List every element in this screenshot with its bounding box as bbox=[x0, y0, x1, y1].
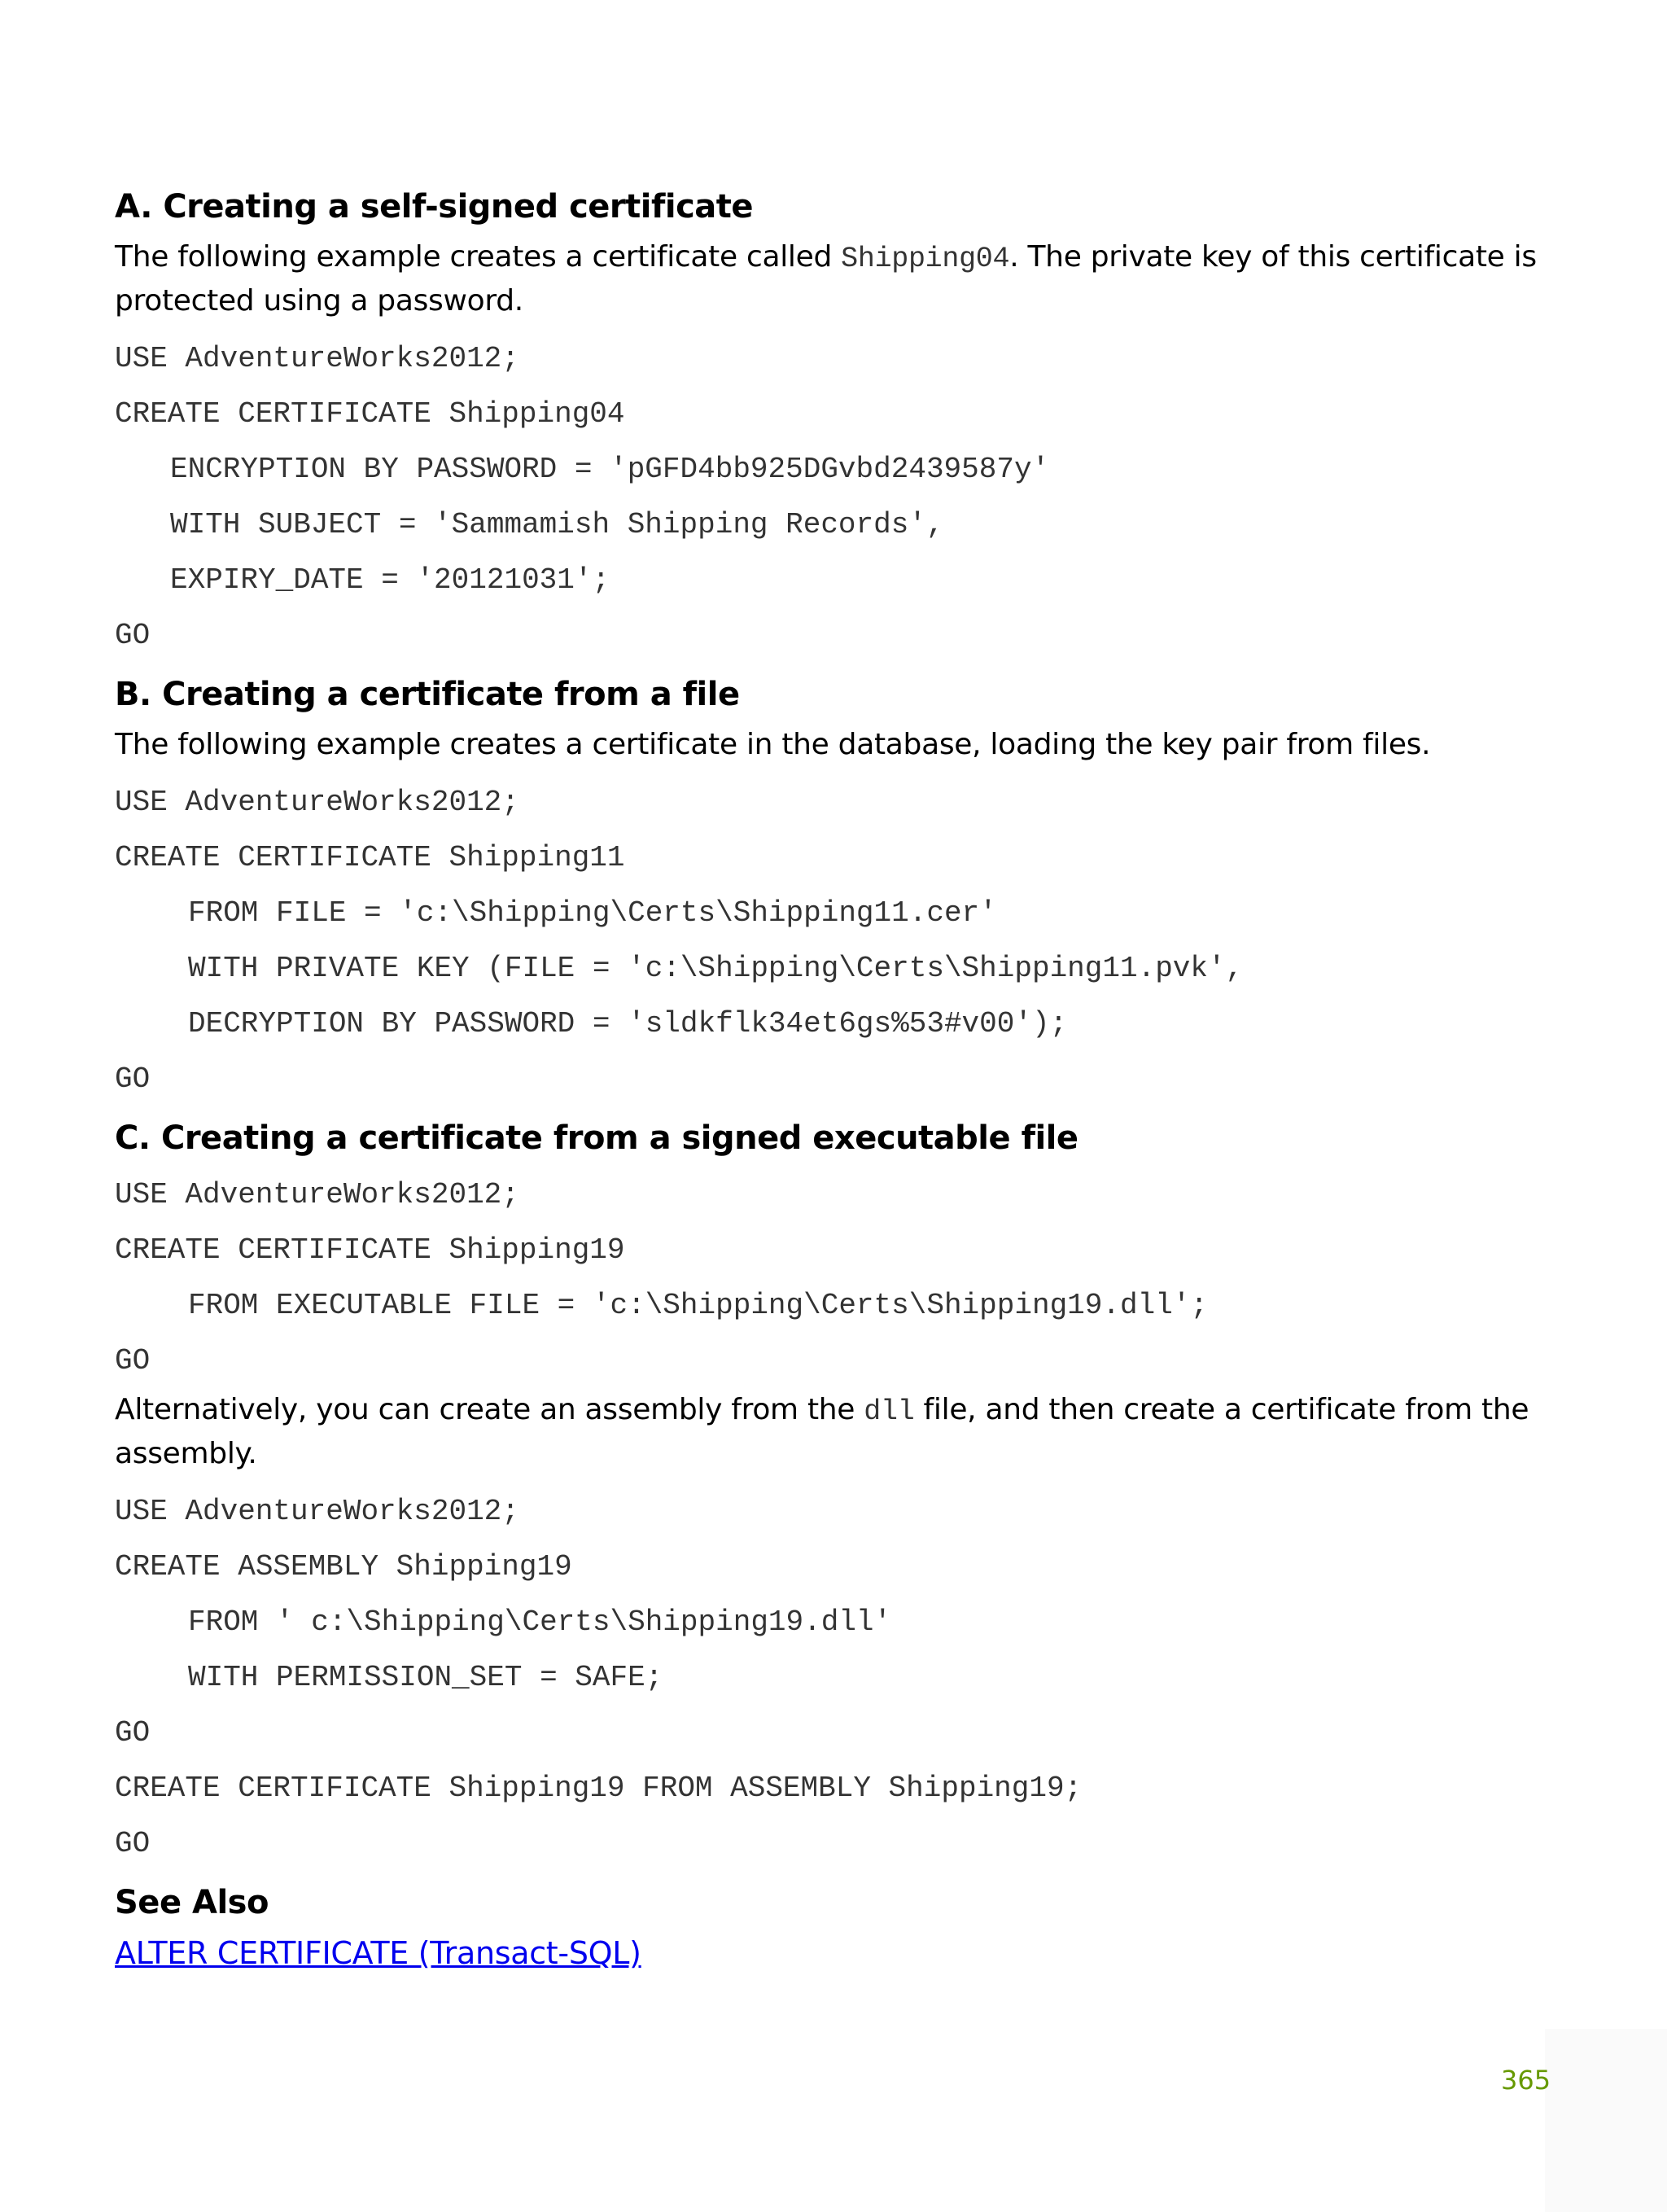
code-line: GO bbox=[115, 1716, 151, 1750]
code-line: CREATE CERTIFICATE Shipping04 bbox=[115, 397, 625, 431]
code-line: ENCRYPTION BY PASSWORD = 'pGFD4bb925DGvbd2439587y' bbox=[170, 453, 1050, 486]
document-page bbox=[115, 186, 1564, 1974]
code-line: WITH SUBJECT = 'Sammamish Shipping Records', bbox=[170, 508, 944, 541]
section-a-desc-code: Shipping04 bbox=[841, 243, 1010, 275]
code-line: USE AdventureWorks2012; bbox=[115, 1178, 519, 1211]
section-a-desc-before: The following example creates a certificate called bbox=[115, 240, 842, 274]
code-line: DECRYPTION BY PASSWORD = 'sldkflk34et6gs%53#v00'); bbox=[188, 1007, 1068, 1040]
section-b-code-block bbox=[115, 775, 1564, 1107]
code-line: GO bbox=[115, 1827, 151, 1860]
code-line: FROM ' c:\Shipping\Certs\Shipping19.dll' bbox=[188, 1605, 892, 1639]
page-number: 365 bbox=[1501, 2065, 1551, 2096]
section-c-desc-code: dll bbox=[864, 1395, 915, 1428]
section-a-description bbox=[115, 236, 1564, 322]
section-c-code-block-2 bbox=[115, 1484, 1564, 1872]
code-line: WITH PRIVATE KEY (FILE = 'c:\Shipping\Certs\Shipping11.pvk', bbox=[188, 952, 1244, 985]
section-b-description: The following example creates a certificate in the database, loading the key pair from files. bbox=[115, 728, 1431, 761]
code-line: WITH PERMISSION_SET = SAFE; bbox=[188, 1661, 663, 1694]
code-line: CREATE ASSEMBLY Shipping19 bbox=[115, 1550, 572, 1583]
code-line: CREATE CERTIFICATE Shipping11 bbox=[115, 841, 625, 874]
code-line: GO bbox=[115, 619, 151, 652]
section-c-heading: C. Creating a certificate from a signed executable file bbox=[115, 1119, 1079, 1157]
code-line: FROM EXECUTABLE FILE = 'c:\Shipping\Certs\Shipping19.dll'; bbox=[188, 1289, 1209, 1322]
section-a-desc-after: . The private key of this certificate is protected using a password. bbox=[115, 240, 1537, 318]
section-a-code-block bbox=[115, 331, 1564, 664]
section-c-code-block bbox=[115, 1167, 1564, 1389]
section-b-heading: B. Creating a certificate from a file bbox=[115, 676, 740, 713]
code-line: CREATE CERTIFICATE Shipping19 bbox=[115, 1233, 625, 1267]
section-c-desc-before: Alternatively, you can create an assembly from the bbox=[115, 1393, 864, 1426]
code-line: USE AdventureWorks2012; bbox=[115, 342, 519, 375]
corner-shade bbox=[1545, 2029, 1667, 2212]
see-also-heading: See Also bbox=[115, 1884, 269, 1921]
code-line: CREATE CERTIFICATE Shipping19 FROM ASSEMBLY Shipping19; bbox=[115, 1772, 1083, 1805]
section-a-heading: A. Creating a self-signed certificate bbox=[115, 188, 754, 226]
code-line: GO bbox=[115, 1062, 151, 1096]
code-line: USE AdventureWorks2012; bbox=[115, 786, 519, 819]
code-line: USE AdventureWorks2012; bbox=[115, 1495, 519, 1528]
section-c-desc-after: file, and then create a certificate from the assembly. bbox=[115, 1393, 1529, 1470]
section-c-description bbox=[115, 1389, 1564, 1474]
code-line: EXPIRY_DATE = '20121031'; bbox=[170, 563, 610, 597]
alter-certificate-link[interactable]: ALTER CERTIFICATE (Transact-SQL) bbox=[115, 1935, 641, 1971]
code-line: FROM FILE = 'c:\Shipping\Certs\Shipping11.cer' bbox=[188, 896, 997, 930]
code-line: GO bbox=[115, 1344, 151, 1378]
